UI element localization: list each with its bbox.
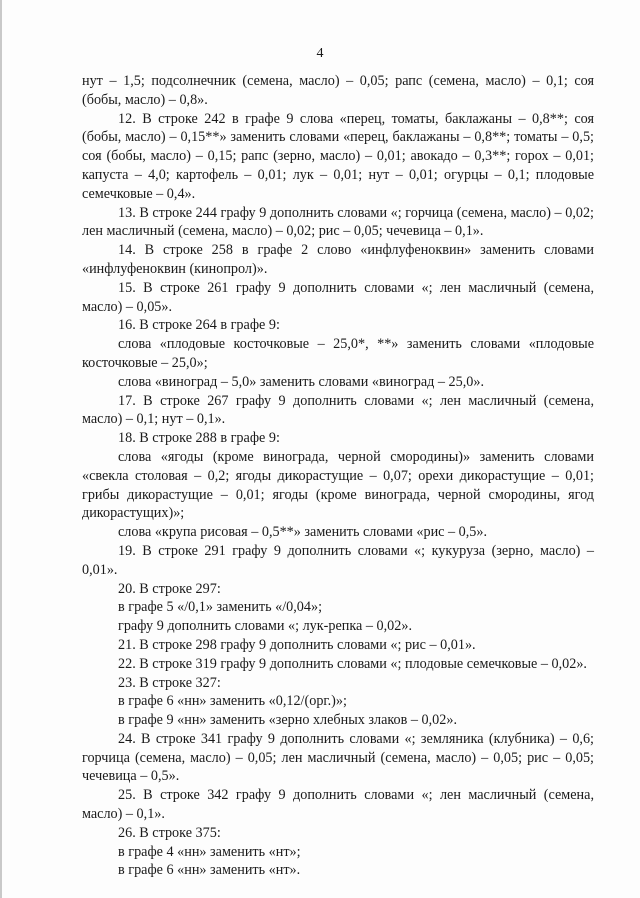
paragraph: слова «плодовые косточковые – 25,0*, **» заменить словами «плодовые косточковые – 25,0»; <box>82 336 594 371</box>
paragraph: 26. В строке 375: <box>118 824 221 841</box>
paragraph: 25. В строке 342 графу 9 дополнить словами «; лен масличный (семена, масло) – 0,1». <box>82 787 594 823</box>
paragraph: 22. В строке 319 графу 9 дополнить словами «; плодовые семечковые – 0,02». <box>118 655 587 672</box>
paragraph: 13. В строке 244 графу 9 дополнить словами «; горчица (семена, масло) – 0,02; лен масличный (семена, масло) – 0,02; рис – 0,05; чечевица – 0,1». <box>82 204 594 240</box>
paragraph: в графе 9 «нн» заменить «зерно хлебных злаков – 0,02». <box>118 712 458 729</box>
paragraph: 21. В строке 298 графу 9 дополнить словами «; рис – 0,01». <box>118 636 476 653</box>
paragraph: 12. В строке 242 в графе 9 слова «перец, томаты, баклажаны – 0,8**; соя (бобы, масло) – 0,15**» заменить словами «перец, баклажаны – 0,8**; томаты – 0,5; соя (бобы, масло) – 0,15; рапс (зерно, масло) – 0,01; авокадо – 0,3**; горох – 0,01; капуста – 4,0; картофель – 0,01; лук – 0,01; нут – 0,01; огурцы – 0,1; плодовые семечковые – 0,4». <box>82 110 594 202</box>
paragraph: в графе 6 «нн» заменить «нт». <box>118 862 301 879</box>
paragraph: 23. В строке 327: <box>118 674 221 691</box>
paragraph: слова «виноград – 5,0» заменить словами «виноград – 25,0». <box>118 373 485 390</box>
paragraph: 15. В строке 261 графу 9 дополнить словами «; лен масличный (семена, масло) – 0,05». <box>82 279 594 315</box>
paragraph: 18. В строке 288 в графе 9: <box>118 430 280 447</box>
paragraph: в графе 6 «нн» заменить «0,12/(орг.)»; <box>118 693 347 710</box>
scan-edge <box>0 0 2 898</box>
page-number: 4 <box>316 46 324 61</box>
paragraph: графу 9 дополнить словами «; лук-репка – 0,02». <box>118 618 413 635</box>
paragraph: слова «крупа рисовая – 0,5**» заменить словами «рис – 0,5». <box>118 524 488 541</box>
paragraph: 14. В строке 258 в графе 2 слово «инфлуфеноквин» заменить словами «инфлуфеноквин (кинопрол)». <box>82 242 594 277</box>
paragraph: в графе 4 «нн» заменить «нт»; <box>118 843 301 860</box>
paragraph: 20. В строке 297: <box>118 580 221 597</box>
document-body <box>82 72 594 880</box>
paragraph: 24. В строке 341 графу 9 дополнить словами «; земляника (клубника) – 0,6; горчица (семена, масло) – 0,05; лен масличный (семена, масло) – 0,05; рис – 0,05; чечевица – 0,5». <box>82 730 594 785</box>
paragraph: 19. В строке 291 графу 9 дополнить словами «; кукуруза (зерно, масло) – 0,01». <box>82 542 594 578</box>
paragraph: 16. В строке 264 в графе 9: <box>118 317 280 334</box>
paragraph: в графе 5 «/0,1» заменить «/0,04»; <box>118 599 323 616</box>
paragraph: 17. В строке 267 графу 9 дополнить словами «; лен масличный (семена, масло) – 0,1; нут – 0,1». <box>82 392 594 428</box>
paragraph: нут – 1,5; подсолнечник (семена, масло) – 0,05; рапс (семена, масло) – 0,1; соя (бобы, масло) – 0,8». <box>82 73 594 108</box>
paragraph: слова «ягоды (кроме винограда, черной смородины)» заменить словами «свекла столовая – 0,2; ягоды дикорастущие – 0,07; орехи дикорастущие – 0,01; грибы дикорастущие – 0,01; ягоды (кроме винограда, черной смородины, ягод дикорастущих)»; <box>82 448 594 522</box>
